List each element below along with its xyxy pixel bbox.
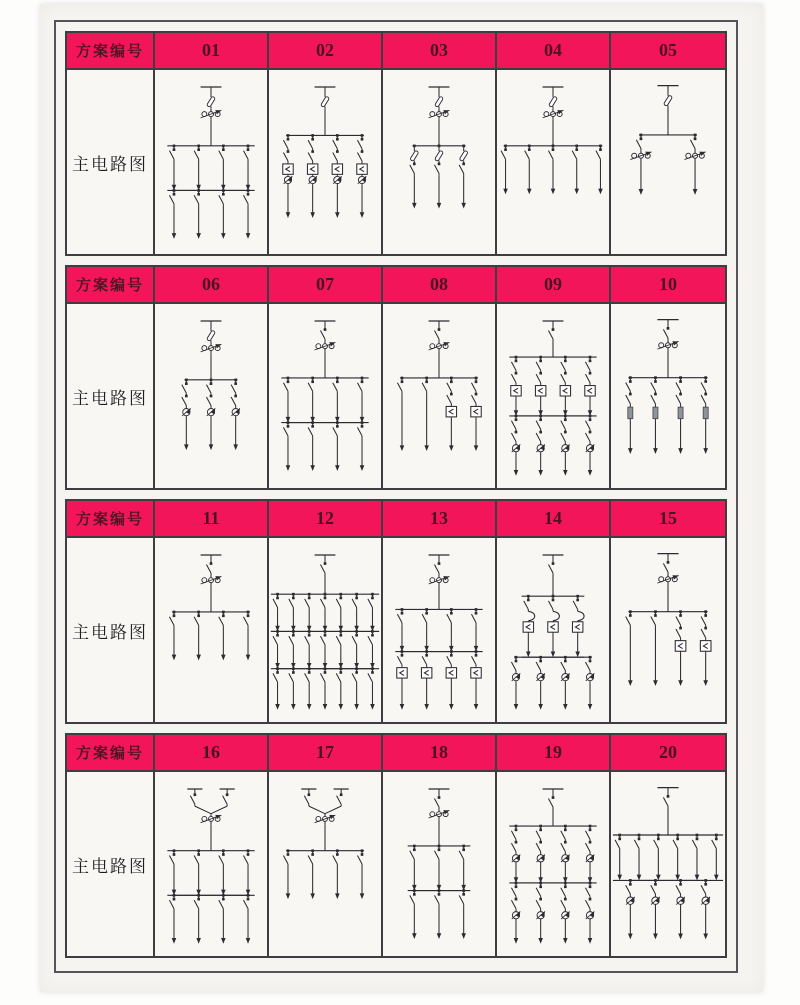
header-row [67,267,725,302]
circuit-diagram [383,304,495,488]
scheme-number-cell: 06 [155,267,269,302]
main-circuit-row-label: 主电路图 [67,304,155,488]
scheme-table-1 [65,31,727,256]
circuit-diagram [155,538,267,722]
main-circuit-row-label: 主电路图 [67,538,155,722]
scheme-number-cell: 04 [497,33,611,68]
scheme-number-cell: 02 [269,33,383,68]
diagram-cell [155,304,269,488]
circuit-diagram [497,772,609,956]
scheme-number-cell: 05 [611,33,725,68]
diagram-cell [269,70,383,254]
diagram-cell [155,772,269,956]
scheme-table-2 [65,265,727,490]
header-row [67,501,725,536]
circuit-diagram [497,70,609,254]
circuit-diagram [269,538,381,722]
header-row [67,735,725,770]
diagram-cell [611,772,725,956]
circuit-diagram [611,538,725,722]
diagram-cell [269,772,383,956]
diagram-row [67,536,725,722]
scheme-number-cell: 14 [497,501,611,536]
diagram-cell [383,70,497,254]
page-border-frame [54,20,738,973]
scheme-number-cell: 09 [497,267,611,302]
diagram-cell [155,70,269,254]
scheme-number-cell: 20 [611,735,725,770]
diagram-cell [611,70,725,254]
circuit-diagram [611,772,725,956]
scheme-number-cell: 17 [269,735,383,770]
diagram-cell [383,772,497,956]
diagram-cell [383,538,497,722]
circuit-diagram [155,70,267,254]
main-circuit-row-label: 主电路图 [67,772,155,956]
diagram-row [67,68,725,254]
circuit-diagram [611,70,725,254]
scheme-number-cell: 19 [497,735,611,770]
diagram-cell [383,304,497,488]
diagram-cell [497,538,611,722]
circuit-diagram [383,772,495,956]
circuit-diagram [155,304,267,488]
diagram-cell [611,538,725,722]
circuit-diagram [269,772,381,956]
circuit-diagram [269,70,381,254]
scheme-number-cell: 01 [155,33,269,68]
diagram-cell [497,772,611,956]
scheme-number-cell: 12 [269,501,383,536]
circuit-diagram [611,304,725,488]
scheme-table-4 [65,733,727,958]
circuit-diagram [497,304,609,488]
scheme-table-3 [65,499,727,724]
scheme-number-header-label: 方案编号 [67,735,155,770]
scheme-number-header-label: 方案编号 [67,501,155,536]
scheme-number-cell: 08 [383,267,497,302]
header-row [67,33,725,68]
diagram-cell [497,70,611,254]
circuit-diagram [383,538,495,722]
diagram-cell [155,538,269,722]
scheme-number-cell: 03 [383,33,497,68]
circuit-diagram [269,304,381,488]
scheme-number-cell: 15 [611,501,725,536]
diagram-row [67,770,725,956]
scheme-number-cell: 18 [383,735,497,770]
scheme-number-cell: 13 [383,501,497,536]
diagram-cell [269,538,383,722]
scheme-number-header-label: 方案编号 [67,33,155,68]
diagram-cell [269,304,383,488]
diagram-cell [611,304,725,488]
circuit-diagram [155,772,267,956]
diagram-cell [497,304,611,488]
scheme-number-cell: 11 [155,501,269,536]
scheme-number-cell: 16 [155,735,269,770]
scheme-number-header-label: 方案编号 [67,267,155,302]
circuit-diagram [383,70,495,254]
circuit-diagram [497,538,609,722]
scheme-number-cell: 07 [269,267,383,302]
diagram-row [67,302,725,488]
document-page [40,4,763,992]
main-circuit-row-label: 主电路图 [67,70,155,254]
scheme-number-cell: 10 [611,267,725,302]
